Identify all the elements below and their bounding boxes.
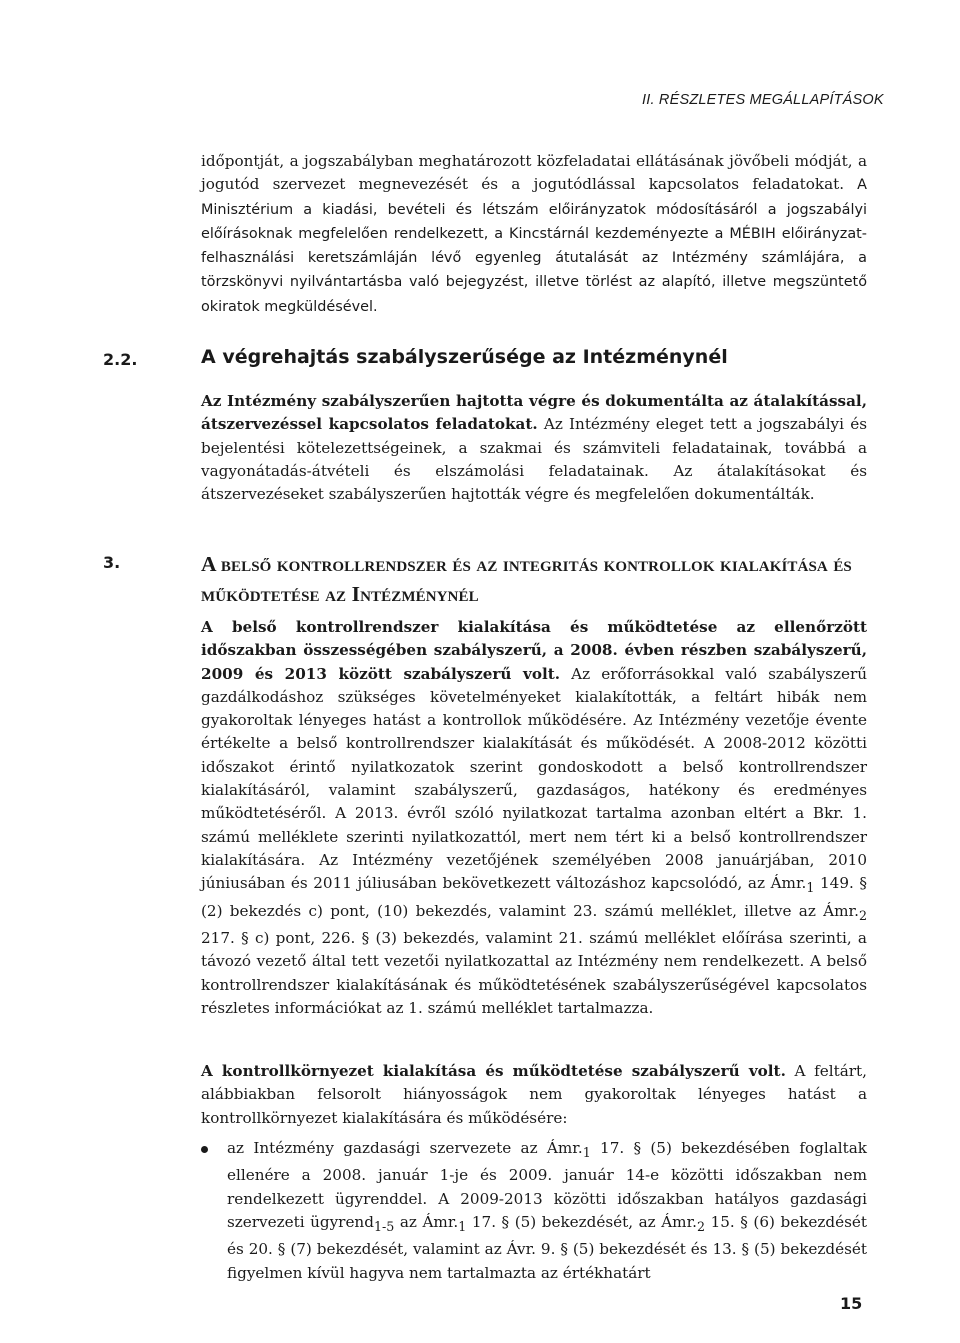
section-3-body-part: Az erőforrásokkal való szabályszerű gazdálkodáshoz szükséges követelményeket kialakították, a feltárt hibák nem gyakoroltak lényeges hatást a kontrollok működésére. Az Intézmény vezetője évente értékelte a belső kontrollrendszer kialakítását és működését. A 2008-2012 közötti időszakot érintő nyilatkozatok szerint gondoskodott a belső kontrollrendszer kialakításáról, valamint szabályszerű, gazdaságos, hatékony és eredményes működtetéséről. A 2013. évről szóló nyilatkozat tartalma azonban eltért a Bkr. 1. számú melléklete szerinti nyilatkozattól, mert nem tért ki a belső kontrollrendszer kialakítására. Az Intézmény vezetőjének személyében 2008 januárjában, 2010 júniusában és 2011 júliusában bekövetkezett változáshoz kapcsolódó, az Ámr. — [201, 664, 868, 893]
list-item-text: 15. § (6) bekezdését és 20. § (7) bekezdését, valamint az Ávr. 9. § (5) bekezdését és 13. § (5) bekezdését figyelmen kívül hagyva nem tartalmazta az értékhatárt — [227, 1212, 867, 1282]
subscript: 2 — [697, 1218, 706, 1234]
section-2-2-body: Az Intézmény eleget tett a jogszabályi és bejelentési kötelezettségeinek, a szakmai és számviteli feladatainak, továbbá a vagyonátadás-átvételi és elszámolási feladatainak. Az átalakításokat és átszervezéseket szabályszerűen hajtották végre és megfelelően dokumentálták. — [201, 415, 867, 504]
section-2-2-number: 2.2. — [103, 350, 138, 369]
section-3-number: 3. — [103, 553, 121, 572]
section-3-body-part: 217. § c) pont, 226. § (3) bekezdés, valamint 21. számú melléklet előírása szerinti, a távozó vezető által tett vezetői nyilatkozattal az Intézmény nem rendelkezett. A belső kontrollrendszer kialakításának és működtetésének szabályszerűségével kapcsolatos részletes információkat az 1. számú melléklet tartalmazza. — [201, 928, 867, 1017]
running-header: II. RÉSZLETES MEGÁLLAPÍTÁSOK — [642, 92, 884, 108]
list-item-text: az Intézmény gazdasági szervezete az Ámr. — [227, 1139, 583, 1157]
intro-text-serif: időpontját, a jogszabályban meghatározott közfeladatai ellátásának jövőbeli módját, a jogutód szervezet megnevezését és a jogutódlással kapcsolatos feladatokat. — [201, 152, 867, 194]
subscript: 1-5 — [373, 1218, 395, 1234]
subscript: 2 — [858, 907, 867, 923]
bullet-icon — [201, 1146, 208, 1153]
list-item-text: az Ámr. — [394, 1212, 459, 1231]
section-3-paragraph — [201, 616, 867, 1020]
section-3-lead: A belső kontrollrendszer kialakítása és működtetése az ellenőrzött időszakban összességében szabályszerű, a 2008. évben részben szabályszerű, 2009 és 2013 között szabályszerű volt. — [201, 618, 867, 683]
section-3-heading: A belső kontrollrendszer és az integritás kontrollok kialakítása és működtetése az Intézménynél — [201, 552, 852, 606]
subscript: 1 — [806, 880, 815, 896]
list-item-text: 17. § (5) bekezdését, az Ámr. — [466, 1212, 697, 1231]
subscript: 1 — [458, 1218, 467, 1234]
section-2-2-heading: A végrehajtás szabályszerűsége az Intézménynél — [201, 346, 728, 368]
intro-text-sans: A Minisztérium a kiadási, bevételi és létszám előirányzatok módosításáról a jogszabályi előírásoknak megfelelően rendelkezett, a Kincstárnál kezdeményezte a MÉBIH előirányzat-felhasználási keretszámláján lévő egyenleg átutalását az Intézmény számlájára, a törzskönyvi nyilvántartásba való bejegyzést, illetve törlést az alapító, illetve megszüntető okiratok megküldésével. — [201, 177, 867, 315]
control-environment-body: A feltárt, alábbiakban felsorolt hiányosságok nem gyakoroltak lényeges hatást a kontrollkörnyezet kialakítására és működésére: — [201, 1062, 867, 1127]
section-3-body-part: 149. § (2) bekezdés c) pont, (10) bekezdés, valamint 23. számú melléklet, illetve az Ámr. — [201, 874, 867, 920]
list-item-text: 17. § (5) bekezdésében foglaltak ellenére a 2008. január 1-je és 2009. január 14-e közötti időszakban nem rendelkezett ügyrenddel. A 2009-2013 közötti időszakban hatályos gazdasági szervezeti ügyrend — [227, 1139, 867, 1231]
page-number: 15 — [840, 1294, 863, 1313]
control-environment-paragraph — [201, 1060, 867, 1130]
section-2-2-paragraph — [201, 390, 867, 506]
section-2-2-lead: Az Intézmény szabályszerűen hajtotta végre és dokumentálta az átalakítással, átszervezéssel kapcsolatos feladatokat. — [201, 392, 867, 434]
control-environment-lead: A kontrollkörnyezet kialakítása és működtetése szabályszerű volt. — [201, 1062, 786, 1080]
list-item — [201, 1137, 867, 1285]
subscript: 1 — [582, 1145, 591, 1161]
deficiency-list — [201, 1137, 867, 1285]
intro-paragraph — [201, 150, 867, 319]
